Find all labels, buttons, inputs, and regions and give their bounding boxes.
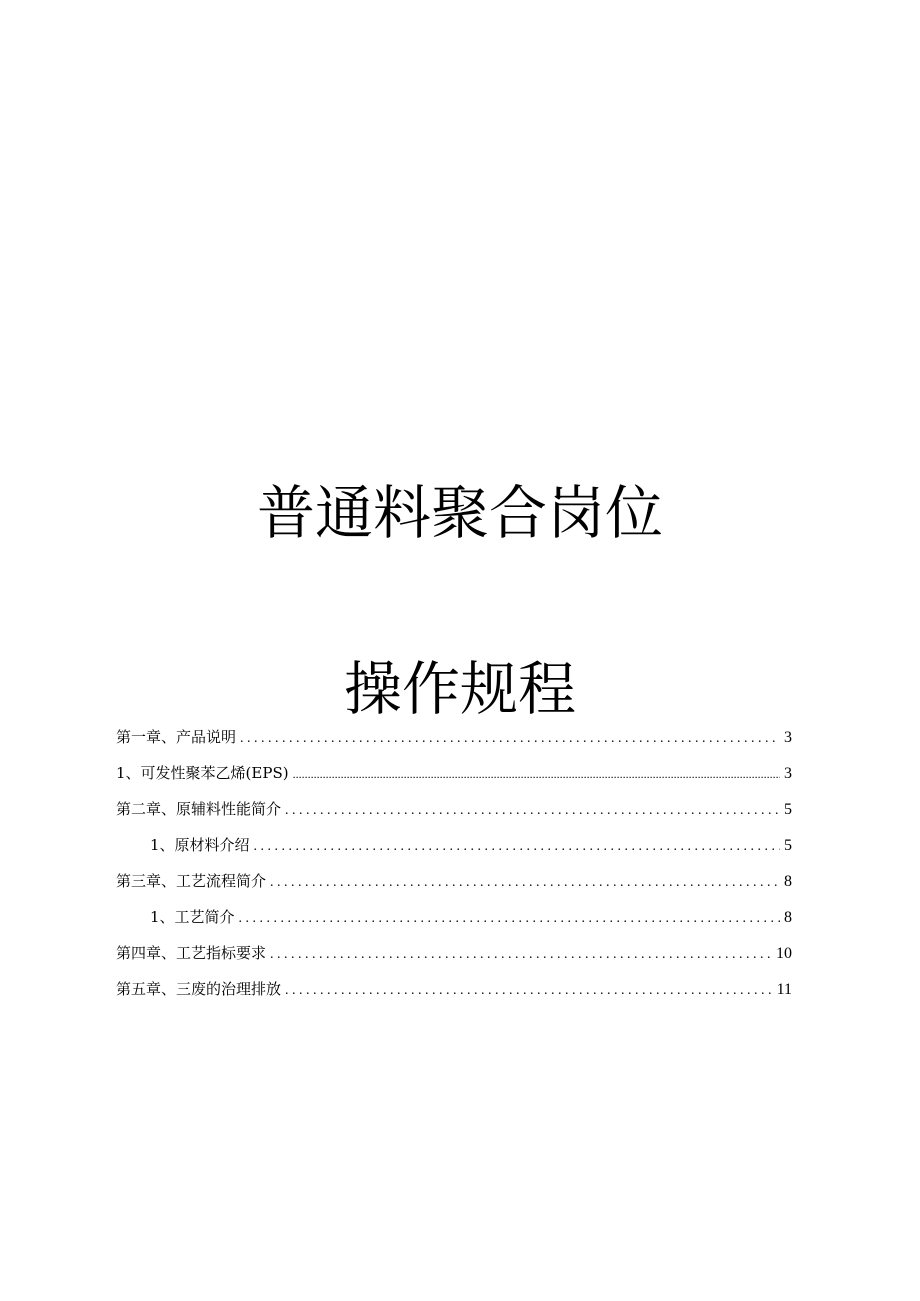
toc-dot-leader [270,875,780,891]
toc-entry[interactable] [116,726,792,762]
toc-entry-label: 第五章、三废的治理排放 [116,980,282,998]
toc-entry[interactable] [116,762,792,798]
toc-entry[interactable] [116,906,792,942]
toc-dot-leader [270,947,772,963]
toc-entry-page: 3 [784,729,792,746]
toc-dot-leader [240,731,780,747]
table-of-contents [116,726,792,1014]
toc-entry-page: 8 [784,873,792,890]
toc-entry-label: 第三章、工艺流程简介 [116,872,267,890]
toc-entry-page: 5 [784,801,792,818]
toc-entry[interactable] [116,798,792,834]
toc-entry-page: 10 [776,945,792,962]
toc-dot-leader [254,839,780,855]
toc-entry-label: 1、原材料介绍 [150,836,250,854]
toc-entry-page: 3 [784,765,792,782]
document-title-line-1: 普通料聚合岗位 [256,479,663,547]
toc-dot-leader [285,983,773,999]
toc-dot-leader [293,767,780,782]
toc-entry-label: 1、可发性聚苯乙烯(EPS) [116,764,289,782]
toc-entry[interactable] [116,870,792,906]
toc-entry[interactable] [116,834,792,870]
toc-entry[interactable] [116,942,792,978]
toc-dot-leader [285,803,780,819]
toc-entry-label: 1、工艺简介 [150,908,235,926]
toc-entry[interactable] [116,978,792,1014]
toc-entry-label: 第二章、原辅料性能简介 [116,800,282,818]
toc-dot-leader [239,911,780,927]
toc-entry-page: 11 [776,981,792,998]
toc-entry-label: 第四章、工艺指标要求 [116,944,267,962]
toc-entry-page: 8 [784,909,792,926]
toc-entry-page: 5 [784,837,792,854]
document-title-line-2: 操作规程 [343,655,576,723]
toc-entry-label: 第一章、产品说明 [116,728,237,746]
